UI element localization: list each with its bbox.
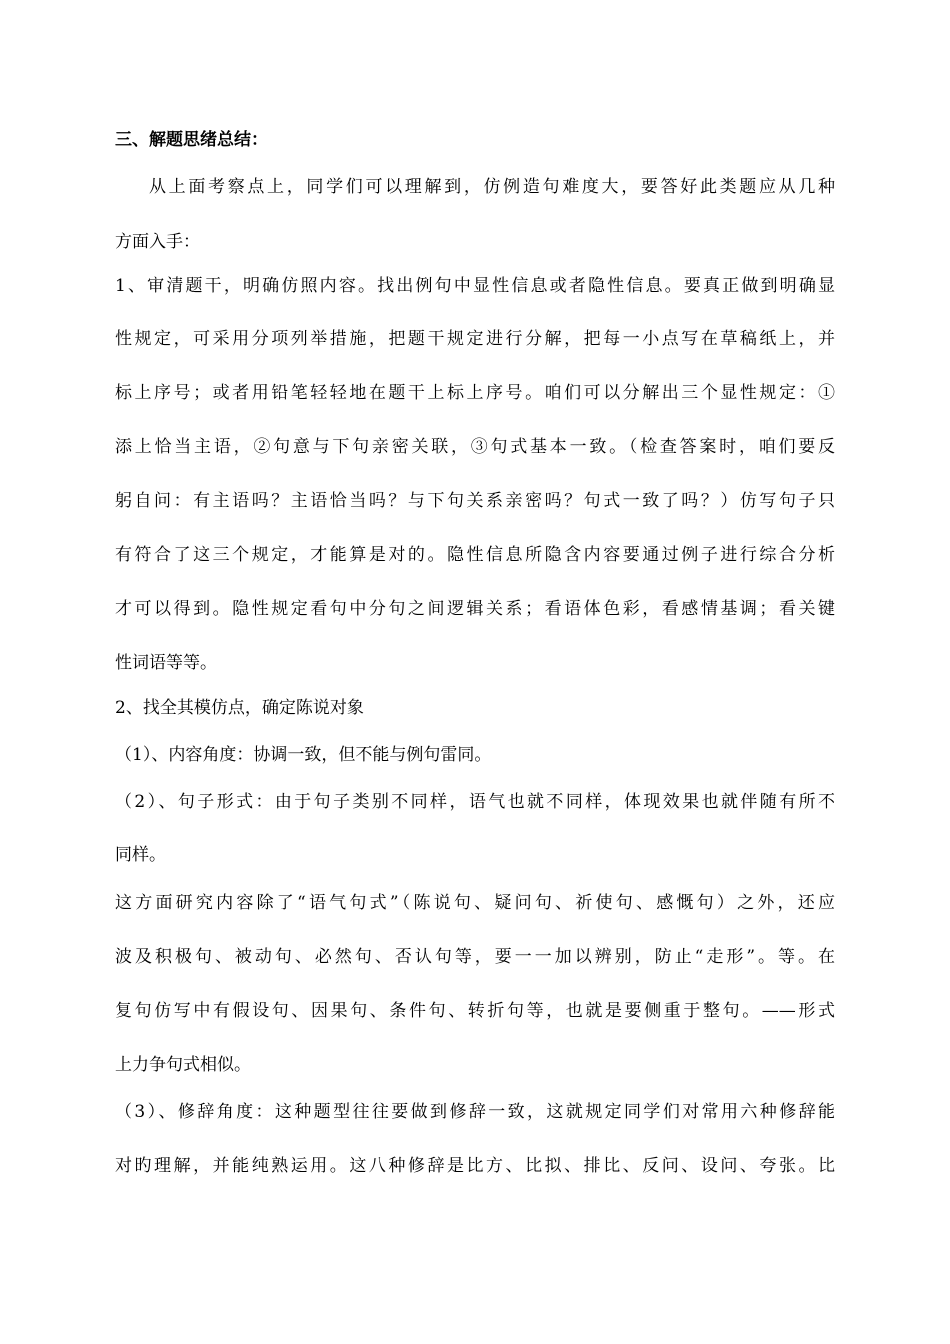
paragraph-line: （3）、修辞角度：这种题型往往要做到修辞一致，这就规定同学们对常用六种修辞能 (115, 1102, 835, 1122)
paragraph-line: 1、审清题干，明确仿照内容。找出例句中显性信息或者隐性信息。要真正做到明确显 (115, 276, 835, 296)
paragraph-line: 同样。 (115, 845, 166, 865)
paragraph-line: 从上面考察点上，同学们可以理解到，仿例造句难度大，要答好此类题应从几种 (149, 177, 835, 197)
paragraph-line: 复句仿写中有假设句、因果句、条件句、转折句等，也就是要侧重于整句。——形式 (115, 1001, 835, 1021)
paragraph-line: 上力争句式相似。 (115, 1055, 251, 1075)
paragraph-line: 波及积极句、被动句、必然句、否认句等，要一一加以辨别，防止“走形”。等。在 (115, 947, 835, 967)
paragraph-line: 添上恰当主语，②句意与下句亲密关联，③句式基本一致。（检查答案时，咱们要反 (115, 437, 835, 457)
paragraph-line: 性规定，可采用分项列举措施，把题干规定进行分解，把每一小点写在草稿纸上，并 (115, 329, 835, 349)
paragraph-line: 标上序号；或者用铅笔轻轻地在题干上标上序号。咱们可以分解出三个显性规定：① (115, 383, 835, 403)
paragraph-line: 有符合了这三个规定，才能算是对的。隐性信息所隐含内容要通过例子进行综合分析 (115, 545, 835, 565)
paragraph-line: 对旳理解，并能纯熟运用。这八种修辞是比方、比拟、排比、反问、设问、夸张。比 (115, 1156, 835, 1176)
paragraph-line: 性词语等等。 (115, 653, 217, 673)
paragraph-line: 才可以得到。隐性规定看句中分句之间逻辑关系；看语体色彩，看感情基调；看关键 (115, 599, 835, 619)
section-heading: 三、解题思绪总结： (115, 130, 268, 150)
paragraph-line: 这方面研究内容除了“语气句式”（陈说句、疑问句、祈使句、感慨句）之外，还应 (115, 893, 835, 913)
paragraph-line: （2）、句子形式：由于句子类别不同样，语气也就不同样，体现效果也就伴随有所不 (115, 792, 835, 812)
paragraph-line: 方面入手： (115, 232, 200, 252)
paragraph-line: 躬自问：有主语吗？主语恰当吗？与下句关系亲密吗？句式一致了吗？）仿写句子只 (115, 491, 835, 511)
paragraph-line: （1）、内容角度：协调一致，但不能与例句雷同。 (115, 745, 492, 765)
paragraph-line: 2、找全其模仿点，确定陈说对象 (115, 698, 364, 718)
